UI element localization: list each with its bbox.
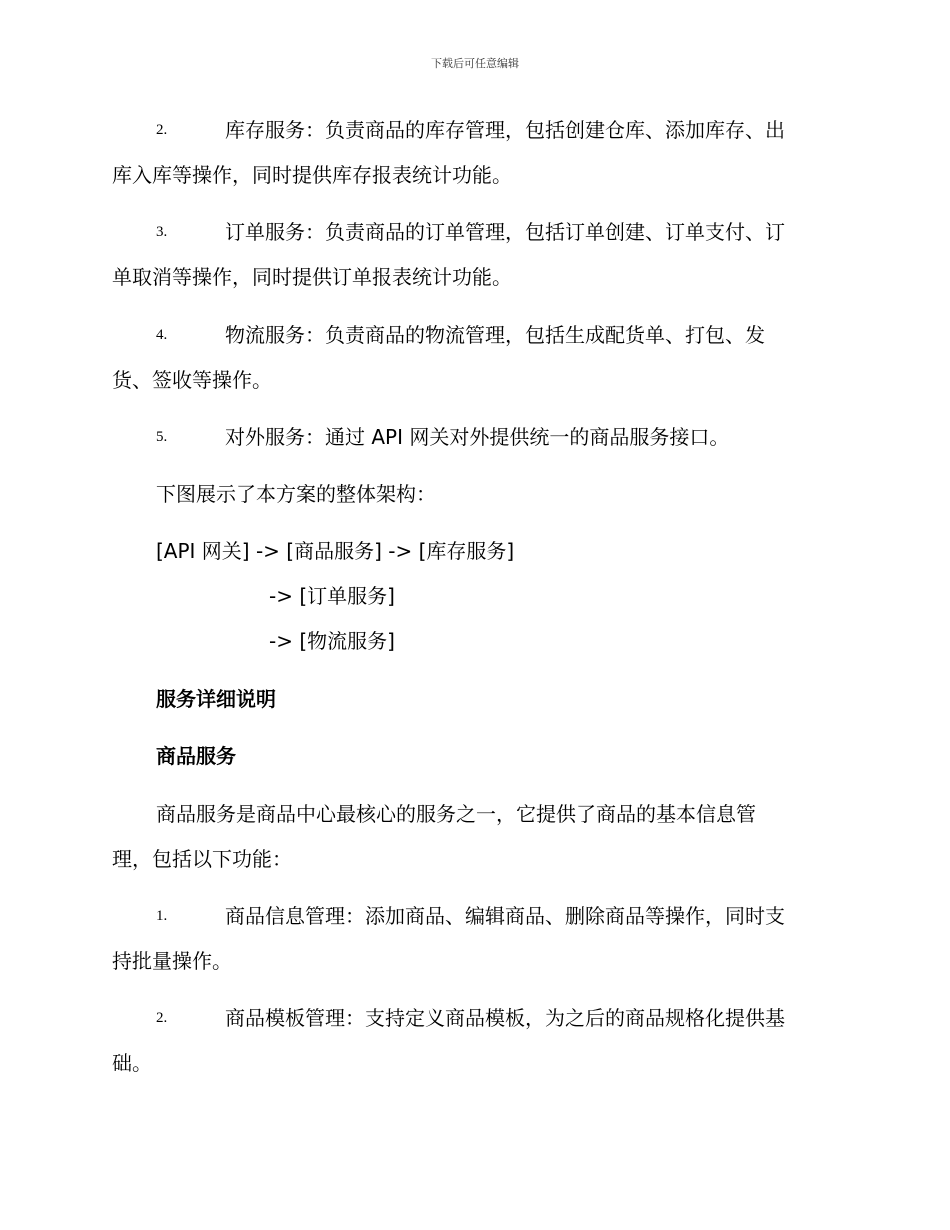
list-item-number: 4. bbox=[156, 327, 168, 343]
architecture-diagram-line: -> [物流服务] bbox=[269, 629, 395, 653]
list-item-text-continued: 础。 bbox=[112, 1051, 152, 1075]
list-item-text: 对外服务：通过 API 网关对外提供统一的商品服务接口。 bbox=[225, 425, 730, 449]
architecture-diagram-line: -> [订单服务] bbox=[269, 584, 395, 608]
list-item-number: 1. bbox=[156, 908, 168, 924]
list-item-text: 商品模板管理：支持定义商品模板，为之后的商品规格化提供基 bbox=[225, 1006, 785, 1030]
list-item-number: 2. bbox=[156, 1010, 168, 1026]
list-item-text-continued: 单取消等操作，同时提供订单报表统计功能。 bbox=[112, 265, 512, 289]
page-header: 下载后可任意编辑 bbox=[431, 57, 519, 70]
paragraph-text-continued: 理，包括以下功能： bbox=[112, 847, 292, 871]
list-item-text: 订单服务：负责商品的订单管理，包括订单创建、订单支付、订 bbox=[225, 220, 785, 244]
architecture-intro: 下图展示了本方案的整体架构： bbox=[156, 482, 436, 506]
list-item-text-continued: 库入库等操作，同时提供库存报表统计功能。 bbox=[112, 163, 512, 187]
paragraph-text: 商品服务是商品中心最核心的服务之一，它提供了商品的基本信息管 bbox=[156, 802, 756, 826]
subsection-heading: 商品服务 bbox=[156, 744, 236, 768]
list-item-text-continued: 持批量操作。 bbox=[112, 949, 232, 973]
section-heading: 服务详细说明 bbox=[156, 687, 276, 711]
list-item-number: 3. bbox=[156, 224, 168, 240]
list-item-text: 物流服务：负责商品的物流管理，包括生成配货单、打包、发 bbox=[225, 323, 765, 347]
list-item-text: 库存服务：负责商品的库存管理，包括创建仓库、添加库存、出 bbox=[225, 118, 785, 142]
architecture-diagram-line: [API 网关] -> [商品服务] -> [库存服务] bbox=[156, 539, 515, 563]
list-item-text-continued: 货、签收等操作。 bbox=[112, 368, 272, 392]
list-item-number: 2. bbox=[156, 122, 168, 138]
list-item-number: 5. bbox=[156, 429, 168, 445]
list-item-text: 商品信息管理：添加商品、编辑商品、删除商品等操作，同时支 bbox=[225, 904, 785, 928]
